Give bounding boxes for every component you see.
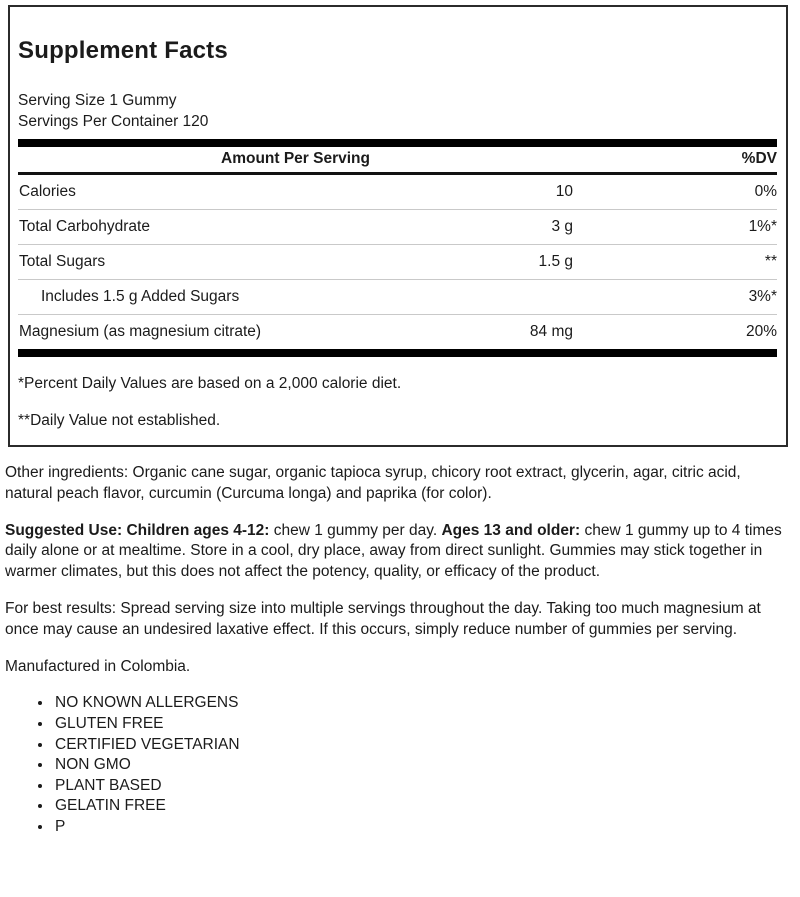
nutrient-amount: 1.5 g (538, 253, 573, 270)
servings-per-container-line: Servings Per Container 120 (18, 113, 209, 130)
nutrient-dv: 20% (745, 323, 777, 340)
nutrient-name: Total Carbohydrate (19, 218, 150, 235)
nutrient-row (18, 175, 777, 210)
dv-header: %DV (741, 150, 777, 167)
feature-item: • NON GMO (53, 755, 792, 776)
manufactured-paragraph (5, 657, 789, 678)
feature-item: • CERTIFIED VEGETARIAN (53, 735, 792, 756)
nutrient-name: Calories (19, 183, 76, 200)
paragraph-segment: Manufactured in Colombia. (5, 657, 191, 675)
supplement-facts-box (8, 5, 788, 447)
other-ingredients-paragraph (5, 463, 789, 505)
amount-per-serving-header: Amount Per Serving (221, 150, 370, 167)
nutrient-amount: 10 (555, 183, 573, 200)
nutrient-amount (405, 288, 573, 306)
footnote: *Percent Daily Values are based on a 2,000 calorie diet. (18, 375, 402, 392)
feature-item: • PLANT BASED (53, 776, 792, 797)
serving-info (18, 90, 777, 132)
paragraph-segment: Ages 13 and older: (441, 521, 581, 539)
nutrient-name: Includes 1.5 g Added Sugars (41, 288, 240, 305)
facts-footnotes (18, 374, 777, 431)
nutrient-dv: 0% (754, 183, 777, 200)
nutrient-name: Magnesium (as magnesium citrate) (19, 323, 262, 340)
facts-top-separator-bar (18, 139, 777, 147)
facts-title: Supplement Facts (18, 37, 228, 64)
feature-item: • P (53, 817, 792, 838)
facts-table-header (18, 147, 777, 175)
nutrient-name: Total Sugars (19, 253, 106, 270)
best-results-paragraph (5, 599, 789, 641)
nutrient-row (18, 315, 777, 349)
nutrient-dv: 3%* (748, 288, 777, 305)
nutrient-dv: 1%* (748, 218, 777, 235)
nutrient-dv: ** (764, 253, 777, 270)
nutrient-row (18, 280, 777, 315)
feature-item: • GELATIN FREE (53, 796, 792, 817)
feature-item: • GLUTEN FREE (53, 714, 792, 735)
facts-table-rows (18, 175, 777, 349)
paragraph-segment: chew 1 gummy up to 4 times daily alone or at mealtime. Store in a cool, dry place, away from direct sunlight. Gummies may stick together in warmer climates, but this does not affect the potency, quality, or efficacy of the product. (5, 521, 782, 581)
paragraph-segment: For best results: Spread serving size into multiple servings throughout the day. Taking too much magnesium at once may cause an undesired laxative effect. If this occurs, simply reduce number of gummies per serving. (5, 599, 761, 638)
facts-bottom-separator-bar (18, 349, 777, 357)
features-list (5, 693, 792, 837)
suggested-use-paragraph (5, 521, 789, 583)
nutrient-row (18, 245, 777, 280)
nutrient-row (18, 210, 777, 245)
nutrient-amount: 3 g (551, 218, 573, 235)
nutrient-amount: 84 mg (529, 323, 573, 340)
paragraph-segment: Other ingredients: Organic cane sugar, organic tapioca syrup, chicory root extract, glycerin, agar, citric acid, natural peach flavor, curcumin (Curcuma longa) and paprika (for color). (5, 464, 741, 502)
feature-item: • NO KNOWN ALLERGENS (53, 693, 792, 714)
footnote: **Daily Value not established. (18, 412, 221, 429)
paragraph-segment: chew 1 gummy per day. (269, 521, 442, 539)
paragraph-segment: Suggested Use: Children ages 4-12: (5, 521, 270, 539)
serving-size-line: Serving Size 1 Gummy (18, 92, 177, 109)
